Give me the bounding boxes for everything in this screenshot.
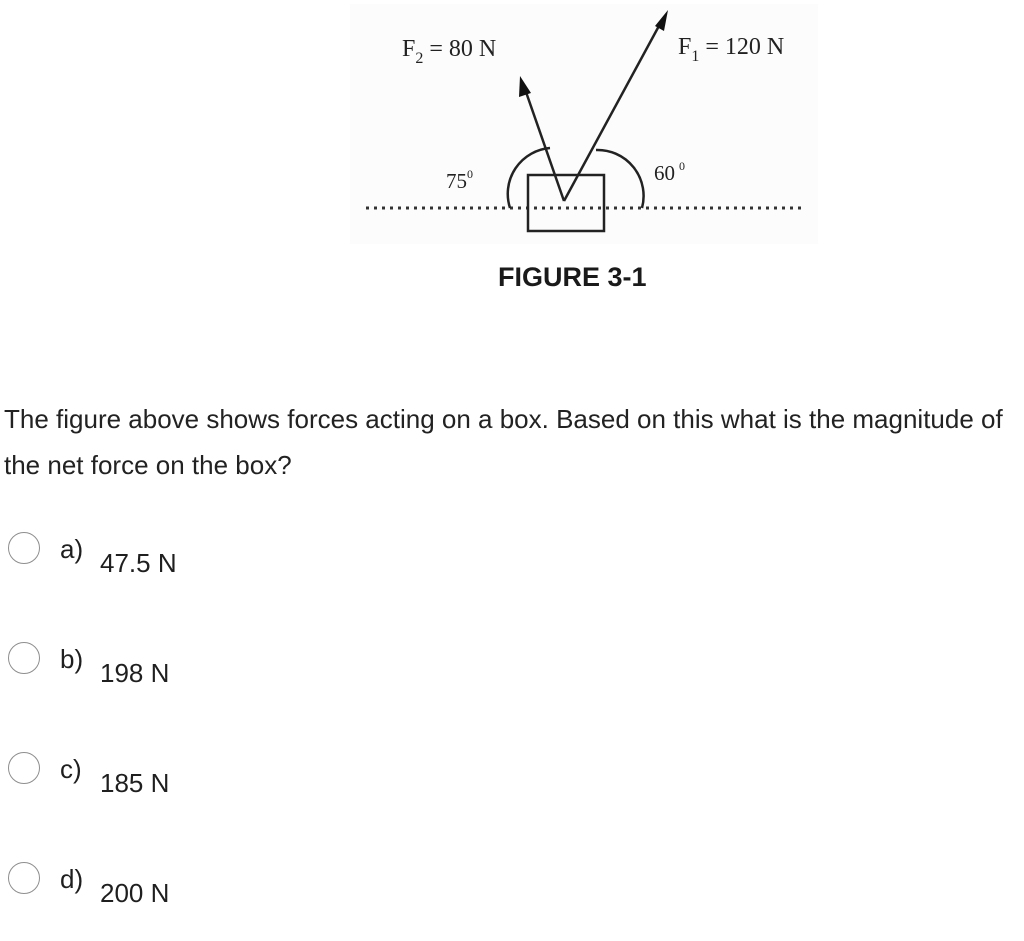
question-text: The figure above shows forces acting on a box. Based on this what is the magnitude of the net force on the box? bbox=[4, 404, 1003, 480]
option-value: 200 N bbox=[100, 878, 170, 908]
option-value: 198 N bbox=[100, 658, 170, 688]
radio-button-c[interactable] bbox=[8, 752, 40, 784]
force-diagram bbox=[350, 4, 818, 244]
f2-arrowhead bbox=[519, 76, 531, 97]
angle-label-left: $75^0$ bbox=[446, 167, 473, 193]
option-value: 185 N bbox=[100, 768, 170, 798]
option-letter: a) bbox=[60, 534, 84, 564]
option-letter: b) bbox=[60, 644, 84, 674]
figure-caption: FIGURE 3-1 bbox=[498, 262, 647, 292]
force-diagram-svg bbox=[350, 4, 818, 244]
radio-button-d[interactable] bbox=[8, 862, 40, 894]
f2-vector-line bbox=[526, 92, 564, 201]
f2-label: $F_2 = 80$ N bbox=[402, 36, 497, 67]
option-c[interactable] bbox=[8, 752, 308, 798]
f1-label: $F_1 = 120$ N bbox=[678, 34, 785, 65]
f1-vector-line bbox=[564, 24, 660, 201]
angle-label-right: 60 $^0$ bbox=[654, 159, 685, 185]
radio-button-a[interactable] bbox=[8, 532, 40, 564]
option-value: 47.5 N bbox=[100, 548, 177, 578]
option-letter: d) bbox=[60, 864, 84, 894]
option-letter: c) bbox=[60, 754, 82, 784]
box bbox=[528, 175, 604, 231]
radio-button-b[interactable] bbox=[8, 642, 40, 674]
option-a[interactable] bbox=[8, 532, 308, 578]
option-d[interactable] bbox=[8, 862, 308, 908]
option-b[interactable] bbox=[8, 642, 308, 688]
